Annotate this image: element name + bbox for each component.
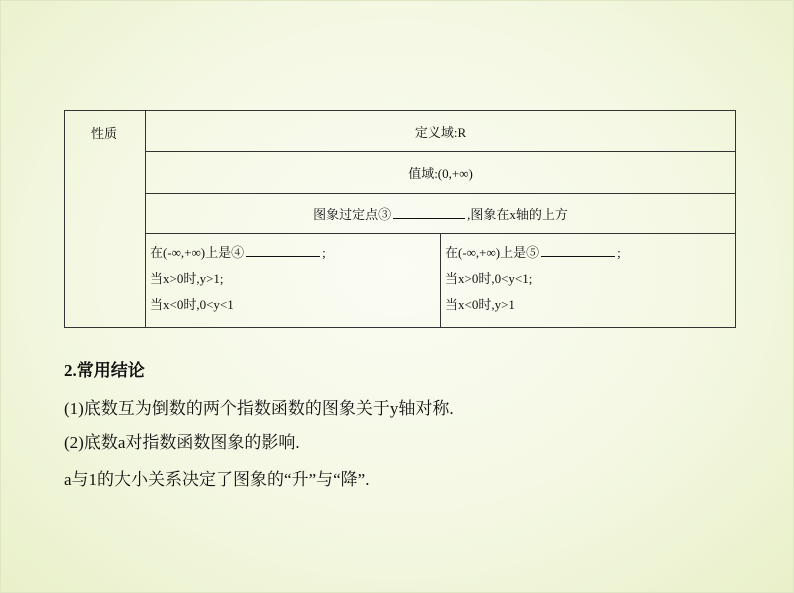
left-case-line-2: 当x>0时,y>1; [150,271,224,286]
blank-4[interactable] [246,244,320,257]
right-case-line-3: 当x<0时,y>1 [445,297,515,312]
right-monotonic-after: ; [617,245,621,260]
section-heading: 2.常用结论 [64,361,145,380]
properties-label: 性质 [91,126,118,141]
fixed-point-text-after: ,图象在x轴的上方 [467,207,568,222]
range-text: 值域:(0,+∞) [408,166,473,181]
fixed-point-cell [146,194,736,234]
properties-label-cell [65,111,146,328]
domain-text: 定义域:R [414,124,467,140]
blank-5[interactable] [541,244,615,257]
conclusion-line-2: (2)底数a对指数函数图象的影响. [64,433,300,452]
conclusion-line-1: (1)底数互为倒数的两个指数函数的图象关于y轴对称. [64,399,454,418]
blank-3[interactable] [393,206,465,219]
right-monotonic-before: 在(-∞,+∞)上是⑤ [445,245,540,260]
conclusion-line-3: a与1的大小关系决定了图象的“升”与“降”. [64,470,370,489]
right-case-cell [441,234,736,328]
left-case-cell [146,234,441,328]
left-case-line-3: 当x<0时,0<y<1 [150,297,234,312]
domain-cell [146,111,736,152]
left-monotonic-before: 在(-∞,+∞)上是④ [150,245,245,260]
right-case-line-2: 当x>0时,0<y<1; [445,271,533,286]
range-cell [146,152,736,194]
left-monotonic-after: ; [322,245,326,260]
properties-table [64,110,736,328]
fixed-point-text-before: 图象过定点③ [313,207,392,222]
